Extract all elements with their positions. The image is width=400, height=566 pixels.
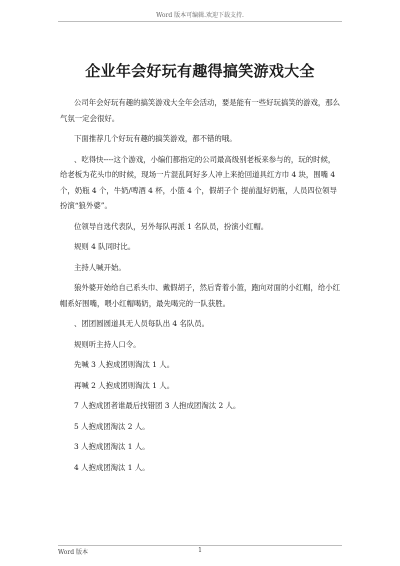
paragraph: 先喊 3 人抱成团则淘汰 1 人。 — [74, 360, 175, 369]
paragraph: 3 人抱成团淘汰 1 人。 — [74, 442, 150, 451]
footer-label: Word 版本 — [58, 549, 88, 556]
paragraph: 7 人抱成团者谁最后找错团 3 人抱成团淘汰 2 人。 — [74, 401, 241, 410]
paragraph: 、吃得快----这个游戏，小编们都指定的公司最高级别老板来参与的，玩的时候，给老板为花头巾的时候，现场一片混乱阿好多人冲上来抢回道具红方巾 4 块，围嘴 4 个，奶瓶 4 个，牛奶/啤酒 4 杯，小篮 4 个，假胡子个 提前温好奶瓶，人员四位领导扮演“狼外婆”。 — [60, 154, 337, 210]
footer-divider — [58, 545, 342, 546]
paragraph: 规则 4 队同时比。 — [74, 242, 136, 251]
document-title: 企业年会好玩有趣得搞笑游戏大全 — [85, 62, 315, 80]
paragraph: 位领导自选代表队，另外每队再派 1 名队员，扮演小红帽。 — [74, 221, 269, 231]
paragraph: 、团团圆圆道具无人员每队出 4 名队员。 — [74, 319, 210, 328]
paragraph: 规则听主持人口令。 — [74, 339, 141, 349]
paragraph: 再喊 2 人抱成团则淘汰 1 人。 — [74, 380, 175, 390]
paragraph: 主持人喊开始。 — [74, 262, 126, 272]
paragraph: 公司年会好玩有趣的搞笑游戏大全年会活动，要是能有一些好玩搞笑的游戏，那么气氛一定会很好。 — [60, 98, 341, 123]
page-header: Word 版本可编辑.欢迎下载支持. — [156, 12, 244, 19]
paragraph: 下面推荐几个好玩有趣的搞笑游戏，都不错的哦。 — [74, 134, 237, 143]
paragraph: 狼外婆开始给自己系头巾、戴假胡子，然后背着小篮，跑向对面的小红帽，给小红帽系好围嘴，喂小红帽喝奶，最先喝完的一队获胜。 — [60, 283, 341, 308]
paragraph: 4 人抱成团淘汰 1 人。 — [74, 462, 150, 472]
header-divider — [58, 21, 342, 22]
page-number: 1 — [198, 547, 202, 554]
document-body — [60, 95, 342, 476]
paragraph: 5 人抱成团淘汰 2 人。 — [74, 421, 150, 431]
